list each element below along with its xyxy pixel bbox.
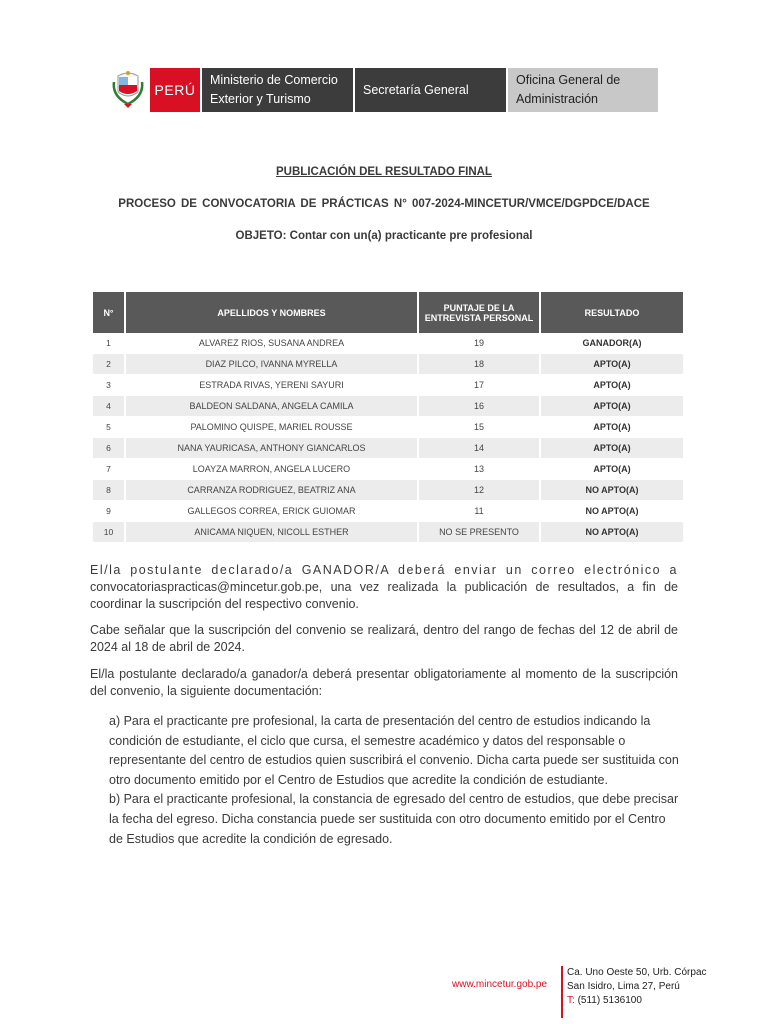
row-number: 10 xyxy=(93,522,125,543)
candidate-name: ESTRADA RIVAS, YERENI SAYURI xyxy=(125,375,418,396)
candidate-name: NANA YAURICASA, ANTHONY GIANCARLOS xyxy=(125,438,418,459)
candidate-result: APTO(A) xyxy=(540,417,683,438)
ministry-label: Ministerio de Comercio Exterior y Turismo xyxy=(202,68,353,112)
column-header-score: PUNTAJE DE LA ENTREVISTA PERSONAL xyxy=(418,292,540,333)
winner-instructions-rest: convocatoriaspracticas@mincetur.gob.pe, una vez realizada la publicación de resultados, a fin de coordinar la suscripción del respectivo convenio. xyxy=(90,580,678,611)
candidate-score: 12 xyxy=(418,480,540,501)
coat-of-arms-icon xyxy=(108,68,148,112)
documentation-list xyxy=(109,712,679,849)
winner-instructions-lead: El/la postulante declarado/a GANADOR/A deberá enviar un correo electrónico a xyxy=(90,563,678,577)
table-row xyxy=(93,438,683,459)
row-number: 9 xyxy=(93,501,125,522)
candidate-score: 19 xyxy=(418,333,540,354)
winner-instructions-paragraph xyxy=(90,562,678,613)
column-header-number: N° xyxy=(93,292,125,333)
documentation-paragraph: El/la postulante declarado/a ganador/a deberá presentar obligatoriamente al momento de la suscripción del convenio, la siguiente documentación: xyxy=(90,667,678,698)
candidate-result: NO APTO(A) xyxy=(540,501,683,522)
footer-divider xyxy=(561,966,563,1018)
table-row xyxy=(93,375,683,396)
results-table xyxy=(93,292,683,543)
row-number: 8 xyxy=(93,480,125,501)
row-number: 5 xyxy=(93,417,125,438)
row-number: 2 xyxy=(93,354,125,375)
candidate-name: CARRANZA RODRIGUEZ, BEATRIZ ANA xyxy=(125,480,418,501)
candidate-result: APTO(A) xyxy=(540,375,683,396)
candidate-score: 17 xyxy=(418,375,540,396)
candidate-score: NO SE PRESENTO xyxy=(418,522,540,543)
candidate-result: APTO(A) xyxy=(540,396,683,417)
row-number: 4 xyxy=(93,396,125,417)
candidate-name: ALVAREZ RIOS, SUSANA ANDREA xyxy=(125,333,418,354)
list-item: b) Para el practicante profesional, la constancia de egresado del centro de estudios, que debe precisar la fecha del egreso. Dicha constancia puede ser sustituida con otro documento emitido por el Centro de Estudios que acredite la condición de egresado. xyxy=(109,792,679,846)
candidate-name: GALLEGOS CORREA, ERICK GUIOMAR xyxy=(125,501,418,522)
row-number: 3 xyxy=(93,375,125,396)
table-row xyxy=(93,522,683,543)
list-item: a) Para el practicante pre profesional, la carta de presentación del centro de estudios indicando la condición de estudiante, el ciclo que cursa, el semestre académico y datos del responsable o representante del centro de estudios quien suscribirá el convenio. Dicha carta puede ser sustituida con otro documento emitido por el Centro de Estudios que acredite la condición de estudiante. xyxy=(109,714,679,787)
table-row xyxy=(93,417,683,438)
footer-website-link[interactable]: www.mincetur.gob.pe xyxy=(452,979,548,990)
header-banner xyxy=(108,68,658,112)
candidate-score: 16 xyxy=(418,396,540,417)
office-label: Oficina General de Administración xyxy=(508,68,658,112)
candidate-name: BALDEON SALDANA, ANGELA CAMILA xyxy=(125,396,418,417)
process-title: PROCESO DE CONVOCATORIA DE PRÁCTICAS N° 007-2024-MINCETUR/VMCE/DGPDCE/DACE xyxy=(118,198,650,210)
candidate-result: GANADOR(A) xyxy=(540,333,683,354)
column-header-result: RESULTADO xyxy=(540,292,683,333)
row-number: 1 xyxy=(93,333,125,354)
table-row xyxy=(93,396,683,417)
peru-brand-label: PERÚ xyxy=(150,68,200,112)
candidate-result: NO APTO(A) xyxy=(540,522,683,543)
candidate-result: APTO(A) xyxy=(540,459,683,480)
candidate-result: NO APTO(A) xyxy=(540,480,683,501)
table-header-row xyxy=(93,292,683,333)
footer-address xyxy=(567,966,707,1008)
row-number: 7 xyxy=(93,459,125,480)
phone-label: T: xyxy=(567,995,575,1006)
candidate-score: 18 xyxy=(418,354,540,375)
secretariat-label: Secretaría General xyxy=(355,68,506,112)
table-row xyxy=(93,354,683,375)
candidate-name: DIAZ PILCO, IVANNA MYRELLA xyxy=(125,354,418,375)
candidate-result: APTO(A) xyxy=(540,354,683,375)
candidate-name: LOAYZA MARRON, ANGELA LUCERO xyxy=(125,459,418,480)
candidate-name: PALOMINO QUISPE, MARIEL ROUSSE xyxy=(125,417,418,438)
row-number: 6 xyxy=(93,438,125,459)
signing-dates-paragraph: Cabe señalar que la suscripción del convenio se realizará, dentro del rango de fechas del 12 de abril de 2024 al 18 de abril de 2024. xyxy=(90,623,678,654)
table-row xyxy=(93,480,683,501)
candidate-score: 14 xyxy=(418,438,540,459)
candidate-score: 13 xyxy=(418,459,540,480)
candidate-score: 11 xyxy=(418,501,540,522)
object-title: OBJETO: Contar con un(a) practicante pre profesional xyxy=(235,230,533,242)
address-line-1: Ca. Uno Oeste 50, Urb. Córpac xyxy=(567,967,707,978)
candidate-name: ANICAMA NIQUEN, NICOLL ESTHER xyxy=(125,522,418,543)
candidate-result: APTO(A) xyxy=(540,438,683,459)
table-row xyxy=(93,333,683,354)
table-row xyxy=(93,501,683,522)
phone-number: (511) 5136100 xyxy=(577,995,642,1006)
column-header-name: APELLIDOS Y NOMBRES xyxy=(125,292,418,333)
candidate-score: 15 xyxy=(418,417,540,438)
document-title: PUBLICACIÓN DEL RESULTADO FINAL xyxy=(276,166,492,178)
table-row xyxy=(93,459,683,480)
address-line-2: San Isidro, Lima 27, Perú xyxy=(567,981,680,992)
phone-line xyxy=(567,994,707,1008)
